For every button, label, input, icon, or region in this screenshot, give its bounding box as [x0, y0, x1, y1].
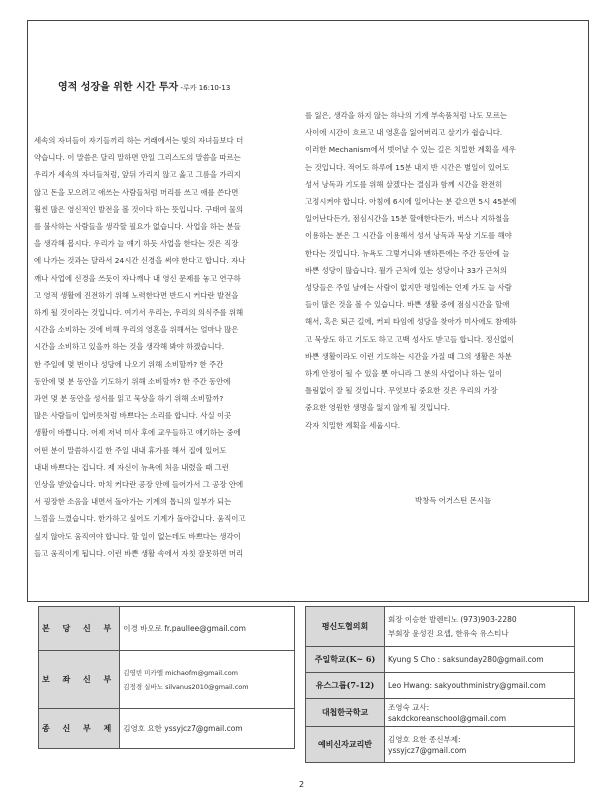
- article-line: 내내 바쁘다는 겁니다. 제 자신이 뉴욕에 처음 내렸을 때 그런: [34, 462, 229, 472]
- contact-line: sakdckoreanschool@gmail.com: [388, 713, 507, 723]
- article-line: 서 굉장한 소음을 내면서 돌아가는 기계의 톱니의 일부가 되는: [34, 497, 232, 507]
- directory-label: 보 좌 신 부: [39, 651, 120, 709]
- article-line: 들고 움직이게 됩니다. 이런 바쁜 생활 속에서 자칫 잘못하면 머리: [34, 548, 244, 558]
- article-line: 시간을 소비하고 있을까 하는 것을 생각해 봐야 하겠습니다.: [34, 342, 225, 352]
- directory-row: [306, 699, 575, 727]
- article-line: 일어난다든가, 점심시간을 15분 할애한다든가, 버스나 지하철을: [305, 214, 510, 224]
- article-line: 바쁜 성당이 많습니다. 월가 근처에 있는 성당이나 33가 근처의: [305, 265, 507, 275]
- contact-line: 김영빈 미카엘 michaofm@gmail.com: [123, 668, 238, 677]
- ministry-directory: [305, 606, 575, 763]
- author-signature: 박창득 어거스틴 몬시뇰: [415, 496, 492, 505]
- article-line: 않고 돈을 모으려고 애쓰는 사람들처럼 머리를 쓰고 애를 쓴다면: [34, 187, 239, 197]
- directory-label: 대첩한국학교: [306, 699, 385, 727]
- article-line: 바쁜 생활이라도 이런 기도하는 시간을 가질 때 그의 생활은 차분: [305, 351, 512, 361]
- directory-label: 예비신자교리반: [306, 727, 385, 763]
- directory-row: [39, 709, 295, 749]
- article-line: 이용하는 분은 그 시간을 이용해서 성서 낭독과 묵상 기도를 해야: [305, 231, 512, 241]
- directory-label: 유스그룹(7-12): [306, 673, 385, 699]
- article-line: 싶지 않아도 움직여야 합니다. 할 일이 없는데도 바쁘다는 생각이: [34, 531, 241, 541]
- directory-value: [385, 607, 575, 647]
- article-line: 성당들은 주일 날에는 사람이 없지만 평일에는 언제 가도 늘 사람: [305, 283, 512, 293]
- article-line: 한다는 것입니다. 뉴욕도 그렇거니와 맨하튼에는 주간 동안에 늘: [305, 248, 510, 258]
- contact-line: 김영호 요한 종신부제:: [388, 734, 461, 744]
- article-line: 많은 사람들이 입버릇처럼 바쁘다는 소리를 합니다. 사실 이곳: [34, 411, 232, 421]
- directory-label: 종 신 부 제: [39, 709, 120, 749]
- article-line: 동안에 몇 분 동안을 기도하기 위해 소비할까? 한 주간 동안에: [34, 376, 231, 386]
- article-line: 사이에 시간이 흐르고 내 영혼을 잃어버리고 살기가 쉽습니다.: [305, 128, 503, 138]
- contact-line: 부회장 윤성진 요셉, 한유숙 유스티나: [388, 628, 509, 638]
- article-line: 들이 많은 것을 볼 수 있습니다. 바쁜 생활 중에 점심시간을 할애: [305, 300, 510, 310]
- directory-row: [306, 673, 575, 699]
- directory-value: [385, 727, 575, 763]
- scripture-reference: -루카 16:10-13: [178, 84, 231, 92]
- article-line: 를 불사하는 사람들을 생각할 필요가 없습니다. 사업을 하는 분들: [34, 222, 241, 232]
- directory-row: [306, 607, 575, 647]
- article-column-left: [34, 132, 290, 562]
- directory-value: [120, 709, 295, 749]
- directory-value: [385, 673, 575, 699]
- directory-value: [385, 699, 575, 727]
- clergy-directory: [38, 606, 295, 749]
- article-line: 이러한 Mechanism에서 벗어날 수 있는 길은 치밀한 계획을 세우: [305, 145, 516, 155]
- contact-line: Kyung S Cho : saksunday280@gmail.com: [388, 654, 544, 664]
- article-line: 우리가 세속의 자녀들처럼, 앞뒤 가리지 않고 옳고 그름을 가리지: [34, 170, 241, 180]
- page-number: 2: [299, 780, 305, 789]
- article-line: 훨씬 많은 영신적인 발전을 볼 것이다 하는 뜻입니다. 구태여 물의: [34, 204, 244, 214]
- directory-value: [385, 647, 575, 673]
- article-line: 각자 치밀한 계획을 세웁시다.: [305, 420, 401, 430]
- article-line: 인상을 받았습니다. 마치 커다란 공장 안에 들어가서 그 공장 안에: [34, 480, 244, 490]
- article-line: 중요한 영원한 생명을 잃지 않게 될 것입니다.: [305, 403, 450, 413]
- article-line: 약습니다. 이 말씀은 달리 말하면 만일 그리스도의 말씀을 따르는: [34, 153, 241, 163]
- contact-line: 김영호 요한 yssyjcz7@gmail.com: [123, 723, 243, 733]
- article-line: 는 것입니다. 적어도 하루에 15분 내지 반 시간은 별일이 있어도: [305, 162, 510, 172]
- article-line: 생활이 바쁩니다. 어제 저녁 미사 후에 교우들하고 얘기하는 중에: [34, 428, 241, 438]
- article-line: 고 묵상도 하고 기도도 하고 고백 성사도 받고들 합니다. 정신없이: [305, 334, 515, 344]
- directory-label: 본 당 신 부: [39, 607, 120, 651]
- article-line: 을 생각해 봅시다. 우리가 늘 얘기 하듯 사업을 한다는 것은 직장: [34, 239, 239, 249]
- directory-value: [120, 651, 295, 709]
- article-line: 어떤 분이 말씀하시길 한 주일 내내 휴가를 해서 집에 있어도: [34, 445, 227, 455]
- directory-label: 주일학교(K~ 6): [306, 647, 385, 673]
- article-line: 해서, 혹은 퇴근 길에, 커피 타임에 성당을 찾아가 미사에도 참예하: [305, 317, 517, 327]
- contact-line: 김정경 실바노 silvanus2010@gmail.com: [123, 682, 249, 691]
- article-line: 에 나가는 것과는 달라서 24시간 신경을 써야 한다고 합니다. 자나: [34, 256, 246, 266]
- article-line: 시간을 소비하는 것에 비해 우리의 영혼을 위해서는 얼마나 많은: [34, 325, 239, 335]
- article-line: 깨나 사업에 신경을 쓰듯이 자나깨나 내 영신 문제를 놓고 연구하: [34, 273, 241, 283]
- article-column-right: [305, 107, 563, 434]
- contact-line: Leo Hwang: sakyouthministry@gmail.com: [388, 680, 546, 690]
- directory-value: [120, 607, 295, 651]
- directory-row: [39, 651, 295, 709]
- article-line: 한 주일에 몇 번이나 성당에 나오기 위해 소비할까? 한 주간: [34, 359, 224, 369]
- article-line: 과연 몇 분 동안을 성서를 읽고 묵상을 하기 위해 소비할까?: [34, 394, 224, 404]
- contact-line: yssyjcz7@gmail.com: [388, 745, 467, 755]
- directory-row: [306, 727, 575, 763]
- article-line: 고 영적 생활에 진전하기 위해 노력한다면 반드시 커다란 발전을: [34, 290, 239, 300]
- article-line: 성서 낭독과 기도를 위해 살겠다는 결심과 함께 시간을 완전히: [305, 179, 503, 189]
- article-line: 세속의 자녀들이 자기들끼리 하는 거래에서는 빛의 자녀들보다 더: [34, 136, 244, 145]
- title-text: 영적 성장을 위한 시간 투자: [58, 82, 179, 93]
- article-line: 느낌을 느꼈습니다. 한가하고 싶어도 기계가 돌아갑니다. 움직이고: [34, 514, 246, 524]
- contact-line: 이경 바오로 fr.paullee@gmail.com: [123, 623, 246, 633]
- contact-line: 회장 이승한 발렌티노 (973)903-2280: [388, 614, 517, 624]
- article-line: 틀림없이 잘 될 것입니다. 무엇보다 중요한 것은 우리의 가장: [305, 386, 498, 396]
- directory-label: 평신도협의회: [306, 607, 385, 647]
- article-line: 하게 안정이 될 수 있을 뿐 아니라 그 분의 사업이나 하는 일이: [305, 369, 503, 379]
- article-line: 고정시켜야 합니다. 아침에 6시에 일어나는 분 같으면 5시 45분에: [305, 197, 517, 207]
- article-line: 를 잃은, 생각을 하지 않는 하나의 기계 부속품처럼 나도 모르는: [305, 111, 507, 120]
- article-line: 하게 될 것이라는 것입니다. 여기서 우리는, 우리의 의식주를 위해: [34, 308, 244, 318]
- article-title: [58, 78, 230, 93]
- directory-row: [306, 647, 575, 673]
- contact-line: 조영숙 교사:: [388, 702, 430, 712]
- directory-row: [39, 607, 295, 651]
